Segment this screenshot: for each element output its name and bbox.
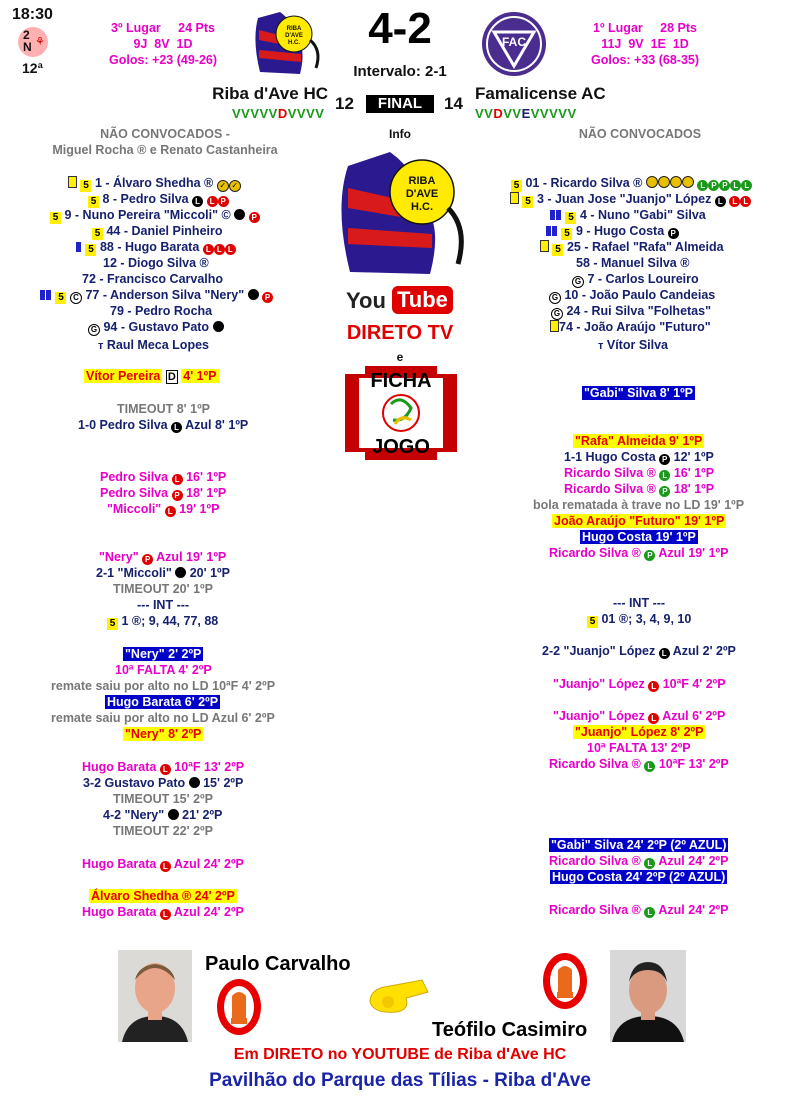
away-event [549, 546, 728, 561]
home-event-text: 10ª FALTA 4' 2ºP [115, 663, 212, 677]
home-event [51, 711, 275, 726]
home-event [100, 486, 226, 501]
away-event-text: 10ª FALTA 13' 2ºP [587, 741, 691, 755]
away-event-text: Ricardo Silva ® [564, 482, 656, 496]
five-badge: 5 [565, 212, 576, 224]
goal-icon [189, 777, 200, 788]
yellow-card-icon [510, 192, 519, 204]
save-icon: P [719, 180, 730, 191]
away-event-text: Azul 24' 2ºP [658, 903, 729, 917]
home-form-end: VVVV [287, 106, 325, 121]
away-event-text: 12' 1ºP [673, 450, 714, 464]
away-event-text: "Juanjo" López [553, 709, 645, 723]
blue-card-icon [76, 242, 81, 252]
home-event-text: 2-1 "Miccoli" [96, 566, 172, 580]
home-crest-large [330, 148, 472, 278]
referee-badge-2 [542, 952, 588, 1010]
home-event [103, 808, 222, 823]
home-coach[interactable]: ᴛ Raul Meca Lopes [98, 338, 209, 352]
away-player[interactable]: G 10 - João Paulo Candeias [549, 287, 715, 304]
referee-photo-1 [118, 950, 192, 1042]
away-event-text: 1-1 Hugo Costa [564, 450, 656, 464]
goal-icon: L [715, 196, 726, 207]
home-event [51, 679, 275, 694]
goal-icon [175, 567, 186, 578]
home-event-text: TIMEOUT 8' 1ºP [117, 402, 210, 416]
away-event-text: Hugo Costa 24' 2ºP (2º AZUL) [552, 870, 726, 884]
home-form-loss: D [277, 106, 288, 121]
five-badge: 5 [561, 228, 572, 240]
captain-icon: G [572, 276, 584, 288]
away-player[interactable]: 5 25 - Rafael "Rafa" Almeida [540, 239, 724, 256]
save-icon: L [644, 858, 655, 869]
home-event-text: "Nery" [99, 550, 139, 564]
five-badge: 5 [587, 616, 598, 628]
save-icon: L [659, 470, 670, 481]
home-stats [78, 20, 248, 68]
ficha-bottom: JOGO [372, 436, 430, 458]
goal-icon: P [659, 454, 670, 465]
coach-card-letter: D [167, 371, 176, 383]
home-event [107, 614, 218, 630]
away-team-name[interactable]: Famalicense AC [475, 84, 606, 103]
foul-icon: L [172, 474, 183, 485]
away-event-text: Ricardo Silva ® [549, 903, 641, 917]
goal-icon [248, 289, 259, 300]
away-player[interactable]: 5 4 - Nuno "Gabi" Silva [550, 207, 706, 224]
away-form-letter: V [539, 106, 550, 121]
referee-2-name: Teófilo Casimiro [432, 1019, 588, 1041]
home-event [99, 550, 226, 565]
away-event-text: 01 ®; 3, 4, 9, 10 [601, 612, 692, 626]
home-event [82, 905, 244, 920]
league-badge: 2 N ⚘ [18, 27, 48, 57]
away-form-letter: V [475, 106, 485, 121]
home-event-text: TIMEOUT 15' 2ºP [113, 792, 213, 806]
away-stats [560, 20, 730, 68]
home-event-text: Pedro Silva [100, 470, 169, 484]
away-coach[interactable]: ᴛ Vítor Silva [598, 338, 669, 352]
home-event-text: TIMEOUT 22' 2ºP [113, 824, 213, 838]
away-event [550, 870, 727, 885]
home-event-text: 3-2 Gustavo Pato [83, 776, 186, 790]
save-icon: P [644, 550, 655, 561]
home-event-text: 21' 2ºP [182, 808, 223, 822]
five-badge: 5 [85, 244, 96, 256]
home-event-text: remate saiu por alto no LD Azul 6' 2ºP [51, 711, 275, 725]
goal-icon [234, 209, 245, 220]
five-badge: 5 [92, 228, 103, 240]
away-player[interactable]: 5 01 - Ricardo Silva ® L P P L L [511, 175, 752, 192]
foul-icon: L [740, 196, 751, 207]
away-event-text: 2-2 "Juanjo" López [542, 644, 656, 658]
away-event [587, 741, 691, 756]
info-link[interactable]: Info [389, 127, 411, 141]
captain-icon: G [551, 308, 563, 320]
home-event-text: Azul 24' 2ºP [173, 857, 244, 871]
referee-1-name: Paulo Carvalho [205, 953, 351, 975]
home-event-text: 16' 1ºP [186, 470, 227, 484]
foul-icon: L [225, 244, 236, 255]
goal-icon: P [668, 228, 679, 239]
home-event [137, 598, 189, 613]
away-crest-small [480, 10, 548, 78]
away-event-text: "Juanjo" López [553, 677, 645, 691]
home-event-text: Hugo Barata [82, 857, 157, 871]
save-icon: P [659, 486, 670, 497]
home-player[interactable]: 5 9 - Nuno Pereira "Miccoli" © P [50, 207, 260, 224]
home-event-text: remate saiu por alto no LD 10ªF 4' 2ºP [51, 679, 276, 693]
home-player[interactable]: 5 88 - Hugo Barata L L L [76, 239, 236, 256]
home-event [82, 760, 244, 775]
away-event-text: 16' 1ºP [673, 466, 715, 480]
goals-icon: ✓ [217, 180, 229, 192]
home-event-text: 1 ®; 9, 44, 77, 88 [121, 614, 219, 628]
away-event [573, 725, 705, 740]
youtube-logo[interactable] [346, 286, 456, 316]
five-badge: 5 [552, 244, 563, 256]
save-icon: L [644, 761, 655, 772]
captain-icon: G [88, 324, 100, 336]
home-event-text: 15' 2ºP [203, 776, 244, 790]
save-icon: L [741, 180, 752, 191]
goals-icon [682, 176, 694, 188]
goals-icon: ✓ [229, 180, 241, 192]
save-icon: L [730, 180, 741, 191]
foul-icon: L [160, 861, 171, 872]
away-event [552, 514, 726, 529]
foul-icon: L [203, 244, 214, 255]
foul-icon: L [729, 196, 740, 207]
final-score: 4-2 [368, 4, 432, 53]
crest-text: H.C. [288, 40, 300, 46]
away-event-text: Hugo Costa 19' 1ºP [582, 530, 696, 544]
away-player[interactable]: G 7 - Carlos Loureiro [572, 271, 699, 288]
home-crest-small [250, 10, 324, 78]
away-player[interactable]: 74 - João Araújo "Futuro" [550, 319, 711, 335]
home-event-text: "Nery" 8' 2ºP [125, 727, 202, 741]
home-player[interactable]: 5 1 - Álvaro Shedha ® ✓ ✓ [68, 175, 241, 192]
foul-icon: P [172, 490, 183, 501]
home-stats-line: 9J 8V 1D [133, 37, 193, 51]
foul-icon: P [262, 292, 273, 303]
home-player[interactable]: 72 - Francisco Carvalho [82, 272, 224, 286]
five-badge: 5 [522, 196, 533, 208]
away-form-letter: V [484, 106, 494, 121]
away-event-text: bola rematada à trave no LD 19' 1ºP [533, 498, 745, 512]
home-stats-line: Golos: +23 (49-26) [108, 53, 218, 67]
blue-card-icon [552, 226, 557, 236]
foul-icon: P [142, 554, 153, 565]
ficha-jogo-logo[interactable] [345, 364, 457, 462]
home-player[interactable]: 12 - Diogo Silva ® [103, 256, 209, 270]
home-event [113, 824, 213, 839]
away-form-letter: E [521, 106, 531, 121]
away-event-text: 18' 1ºP [673, 482, 715, 496]
five-badge: 5 [80, 180, 91, 192]
away-form-letter: V [558, 106, 568, 121]
home-event-text: Hugo Barata 6' 2ºP [107, 695, 219, 709]
away-event-text: Azul 2' 2ºP [672, 644, 736, 658]
home-not-called-title: NÃO CONVOCADOS - [100, 127, 230, 141]
home-standing: 12 [335, 94, 354, 113]
crest-text: D'AVE [285, 33, 303, 39]
home-event-text: Hugo Barata [82, 760, 157, 774]
away-player[interactable]: 5 3 - Juan Jose "Juanjo" López L L L [510, 191, 751, 208]
referee-badge-1 [216, 978, 262, 1036]
coach-card-event [84, 369, 219, 385]
home-event-text: Azul 8' 1ºP [185, 418, 249, 432]
away-event-text: Azul 6' 2ºP [662, 709, 726, 723]
away-event [573, 434, 704, 449]
away-event [580, 530, 698, 545]
away-crest-text: FAC [502, 35, 526, 49]
away-stats-line: 11J 9V 1E 1D [601, 37, 689, 51]
home-form [232, 106, 324, 121]
blue-card-icon [46, 290, 51, 300]
crest-text: RIBA [286, 26, 302, 32]
away-player[interactable]: G 24 - Rui Silva "Folhetas" [551, 303, 711, 320]
home-event [107, 502, 219, 517]
away-form-letter: V [530, 106, 540, 121]
home-event [78, 418, 248, 433]
blue-card-icon [40, 290, 45, 300]
whistle-icon [366, 976, 436, 1016]
away-event-text: João Araújo "Futuro" 19' 1ºP [554, 514, 725, 528]
home-not-called: Miguel Rocha ® e Renato Castanheira [52, 143, 278, 157]
five-badge: 5 [55, 292, 66, 304]
away-event [582, 386, 695, 401]
captain-icon: C [70, 292, 82, 304]
foul-icon: L [160, 909, 171, 920]
five-badge: 5 [511, 180, 522, 192]
away-event-text: Azul 19' 1ºP [658, 546, 729, 560]
away-form [475, 106, 577, 121]
round-number: 12ª [22, 60, 43, 76]
away-event [564, 450, 714, 465]
goals-icon [658, 176, 670, 188]
crest-text: RIBA [408, 175, 436, 187]
save-icon: L [644, 907, 655, 918]
away-event-text: Ricardo Silva ® [549, 757, 641, 771]
live-notice[interactable]: Em DIRETO no YOUTUBE de Riba d'Ave HC [233, 1046, 567, 1063]
away-form-letter: V [512, 106, 522, 121]
away-event [533, 498, 744, 513]
save-icon: P [708, 180, 719, 191]
coach-icon: ᴛ [598, 340, 604, 352]
away-event [542, 644, 736, 659]
direto-tv[interactable]: DIRETO TV [346, 322, 454, 344]
and-text: e [396, 350, 404, 364]
foul-icon: L [165, 506, 176, 517]
five-badge: 5 [88, 196, 99, 208]
home-form-wins: VVVVV [232, 106, 278, 121]
home-event [123, 727, 203, 742]
home-event-text: Azul 19' 1ºP [156, 550, 227, 564]
away-event-text: Azul 24' 2ºP [658, 854, 729, 868]
away-event-text: Ricardo Silva ® [549, 854, 641, 868]
goals-icon [646, 176, 658, 188]
home-event-text: Azul 24' 2ºP [173, 905, 244, 919]
away-event [553, 677, 726, 692]
home-event [113, 582, 213, 597]
home-event-text: 18' 1ºP [186, 486, 227, 500]
home-event-text: Pedro Silva [100, 486, 169, 500]
home-player[interactable]: G 94 - Gustavo Pato [88, 319, 224, 336]
foul-icon: L [648, 713, 659, 724]
away-event [564, 466, 714, 481]
away-event [549, 854, 728, 869]
goal-icon: L [659, 648, 670, 659]
coach-card-name: Vítor Pereira [86, 369, 161, 383]
foul-icon: P [249, 212, 260, 223]
home-event [82, 857, 244, 872]
away-standing: 14 [444, 94, 463, 113]
away-event-text: "Juanjo" López 8' 2ºP [575, 725, 704, 739]
home-player[interactable]: 5 44 - Daniel Pinheiro [92, 223, 223, 240]
foul-icon: L [214, 244, 225, 255]
kickoff-time: 18:30 [12, 6, 53, 23]
away-event-text: 10ªF 4' 2ºP [662, 677, 726, 691]
coach-icon: ᴛ [98, 340, 104, 352]
foul-icon: L [207, 196, 218, 207]
home-event-text: --- INT --- [137, 598, 190, 612]
home-event-text: 4-2 "Nery" [103, 808, 165, 822]
home-event [83, 776, 243, 791]
home-event-text: 10ªF 13' 2ºP [174, 760, 245, 774]
blue-card-icon [550, 210, 555, 220]
home-event [113, 792, 213, 807]
foul-icon: L [648, 681, 659, 692]
five-badge: 5 [107, 618, 118, 630]
referee-photo-2 [610, 950, 686, 1042]
home-event-text: "Miccoli" [107, 502, 162, 516]
home-event-text: Hugo Barata [82, 905, 157, 919]
away-event [553, 709, 725, 724]
away-form-letter: D [493, 106, 504, 121]
home-event-text: 20' 1ºP [189, 566, 230, 580]
home-event [105, 695, 220, 710]
yellow-card-icon [540, 240, 549, 252]
away-form-letter: V [567, 106, 577, 121]
away-event-text: Ricardo Silva ® [549, 546, 641, 560]
goal-icon [213, 321, 224, 332]
away-event-text: "Rafa" Almeida 9' 1ºP [575, 434, 703, 448]
match-status: FINAL [366, 95, 434, 113]
away-event [549, 838, 728, 853]
home-event [100, 470, 226, 485]
home-event-text: Álvaro Shedha ® 24' 2ºP [91, 889, 235, 903]
home-stats-line: 3º Lugar 24 Pts [111, 21, 215, 35]
youtube-you: You [346, 288, 386, 313]
ficha-top: FICHA [370, 370, 432, 392]
five-badge: 5 [50, 212, 61, 224]
away-event [549, 903, 728, 918]
halftime-score: Intervalo: 2-1 [353, 63, 447, 80]
away-form-letter: V [549, 106, 559, 121]
away-event [564, 482, 714, 497]
captain-icon: G [549, 292, 561, 304]
crest-text: D'AVE [405, 188, 439, 200]
home-event-text: "Nery" 2' 2ºP [125, 647, 202, 661]
yellow-card-icon [550, 320, 559, 332]
away-form-letter: V [503, 106, 513, 121]
away-not-called-title: NÃO CONVOCADOS [578, 127, 702, 141]
home-event-text: 1-0 Pedro Silva [78, 418, 168, 432]
youtube-tube: Tube [392, 286, 453, 314]
coach-card-time: 4' 1ºP [183, 369, 217, 383]
blue-card-icon [556, 210, 561, 220]
crest-text: H.C. [411, 201, 433, 213]
home-event [123, 647, 203, 662]
away-event-text: Ricardo Silva ® [564, 466, 656, 480]
home-team-name[interactable]: Riba d'Ave HC [212, 84, 328, 103]
away-stats-line: 1º Lugar 28 Pts [593, 21, 697, 35]
goal-icon: L [192, 196, 203, 207]
home-event [96, 566, 230, 581]
away-stats-line: Golos: +33 (68-35) [590, 53, 700, 67]
away-player[interactable]: 58 - Manuel Silva ® [576, 256, 690, 270]
home-player[interactable]: 5 C 77 - Anderson Silva "Nery" P [40, 287, 273, 304]
goal-icon: L [171, 422, 182, 433]
home-player[interactable]: 79 - Pedro Rocha [110, 304, 213, 318]
home-event-text: 19' 1ºP [179, 502, 220, 516]
save-icon: L [697, 180, 708, 191]
away-player[interactable]: 5 9 - Hugo Costa P [546, 223, 679, 240]
away-event-text: "Gabi" Silva 24' 2ºP (2º AZUL) [551, 838, 727, 852]
venue: Pavilhão do Parque das Tílias - Riba d'Ave [209, 1070, 591, 1091]
foul-icon: P [218, 196, 229, 207]
home-event [89, 889, 237, 904]
away-event-text: "Gabi" Silva 8' 1ºP [584, 386, 694, 400]
away-event [587, 612, 691, 628]
blue-card-icon [546, 226, 551, 236]
home-event [115, 663, 212, 678]
home-event [117, 402, 210, 417]
away-event [549, 757, 729, 772]
away-event-text: --- INT --- [613, 596, 666, 610]
foul-icon: L [160, 764, 171, 775]
away-event [613, 596, 665, 611]
home-player[interactable]: 5 8 - Pedro Silva L L P [88, 191, 229, 208]
goal-icon [168, 809, 179, 820]
home-event-text: TIMEOUT 20' 1ºP [113, 582, 213, 596]
goals-icon [670, 176, 682, 188]
yellow-card-icon [68, 176, 77, 188]
away-event-text: 10ªF 13' 2ºP [658, 757, 729, 771]
